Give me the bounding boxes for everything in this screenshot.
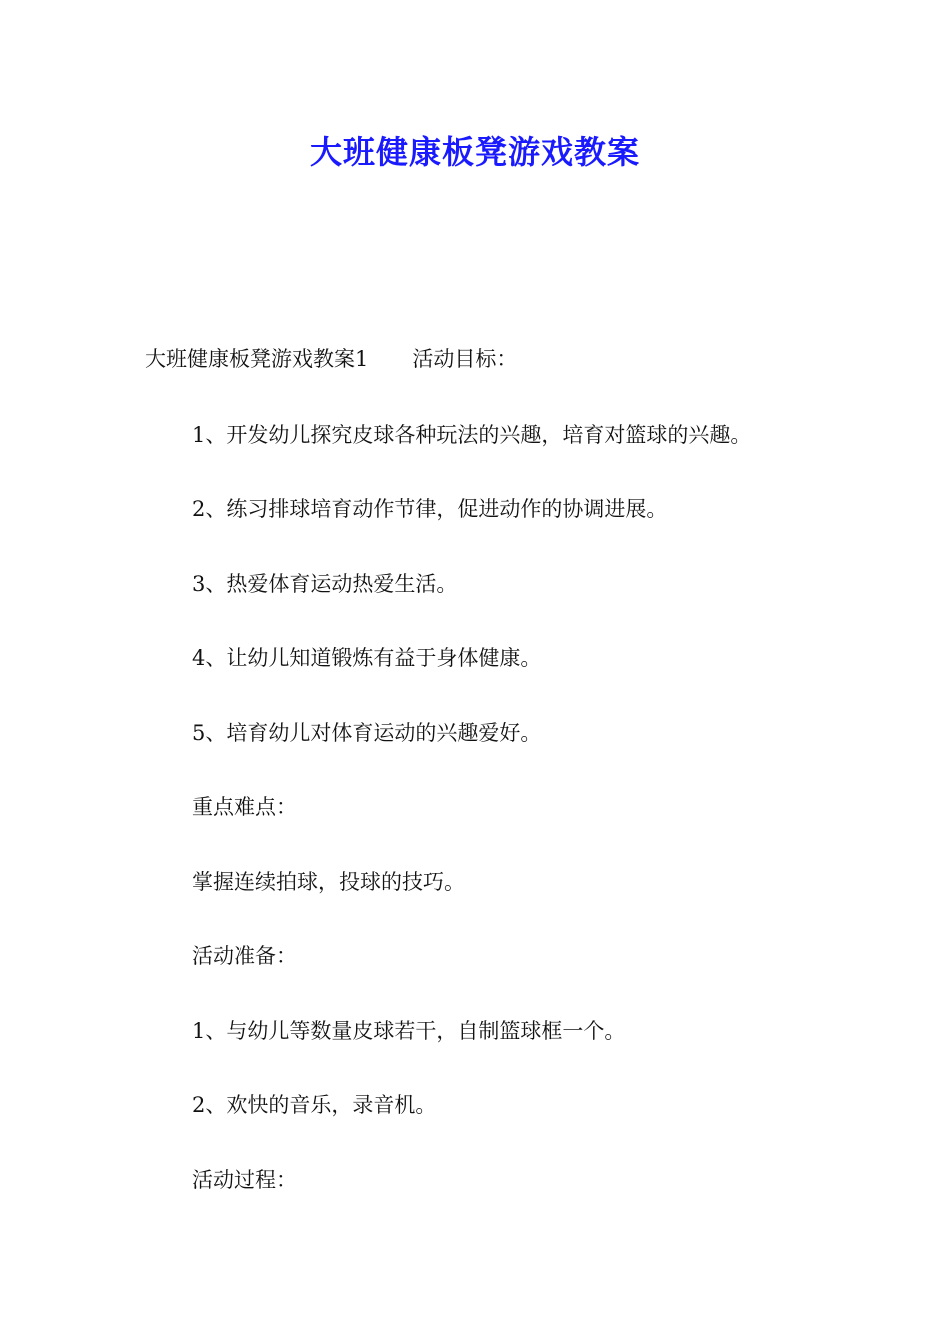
key-points-heading: 重点难点： xyxy=(192,795,297,819)
section-subheading: 活动目标： xyxy=(412,347,518,371)
preparation-heading: 活动准备： xyxy=(192,944,297,968)
section-title: 大班健康板凳游戏教案1 xyxy=(145,347,369,371)
goal-item-5: 5、培育幼儿对体育运动的兴趣爱好。 xyxy=(192,721,542,745)
goal-item-1: 1、开发幼儿探究皮球各种玩法的兴趣，培育对篮球的兴趣。 xyxy=(192,423,752,447)
preparation-item-1: 1、与幼儿等数量皮球若干，自制篮球框一个。 xyxy=(192,1019,626,1043)
goal-item-2: 2、练习排球培育动作节律，促进动作的协调进展。 xyxy=(192,497,668,521)
process-heading: 活动过程： xyxy=(192,1168,297,1192)
section-heading-line xyxy=(145,344,517,374)
goal-item-3: 3、热爱体育运动热爱生活。 xyxy=(192,572,458,596)
key-points-text: 掌握连续拍球，投球的技巧。 xyxy=(192,870,465,894)
document-title: 大班健康板凳游戏教案 xyxy=(309,133,640,171)
preparation-item-2: 2、欢快的音乐，录音机。 xyxy=(192,1093,437,1117)
goal-item-4: 4、让幼儿知道锻炼有益于身体健康。 xyxy=(192,646,542,670)
